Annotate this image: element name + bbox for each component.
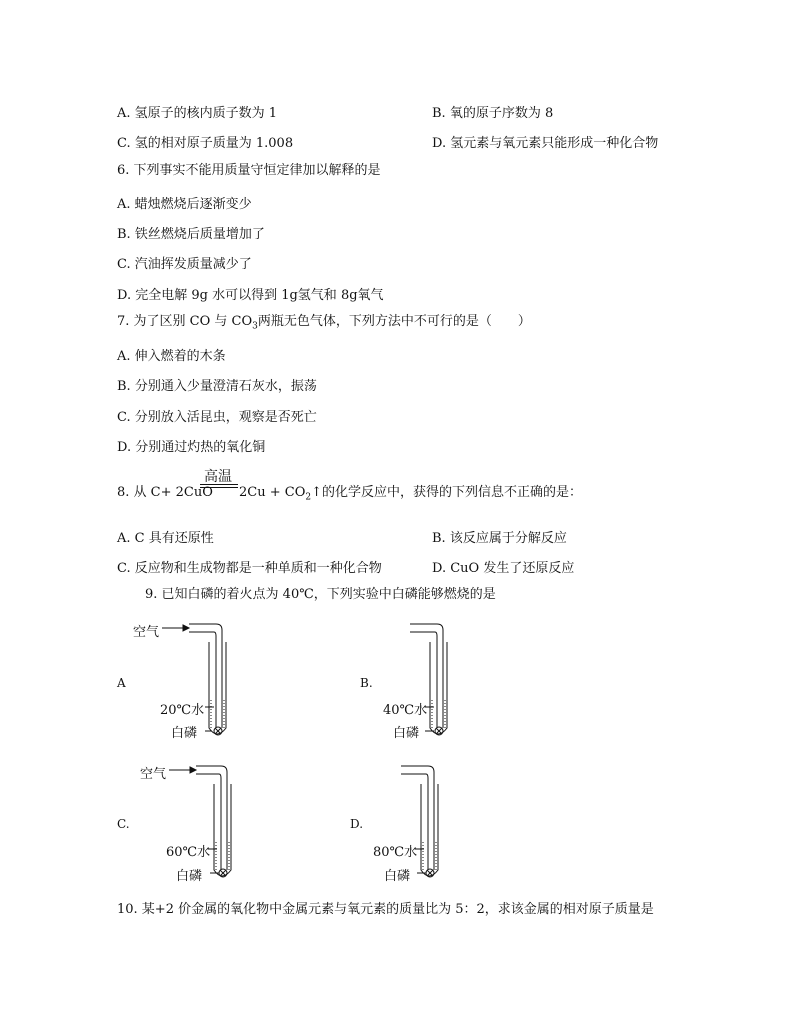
- figure-b-label: B.: [360, 676, 373, 690]
- figure-a-phosphorus-label: 白磷: [171, 726, 198, 741]
- q8-products: 2Cu + CO: [239, 485, 306, 500]
- q8-option-d: D. CuO 发生了还原反应: [432, 561, 575, 576]
- q7-option-c: C. 分别放入活昆虫，观察是否死亡: [117, 410, 317, 425]
- q8-products-subscript: 2: [305, 492, 312, 503]
- figure-c-label: C.: [117, 817, 130, 831]
- figure-d-phosphorus-label: 白磷: [384, 869, 411, 884]
- figure-c-phosphorus-label: 白磷: [176, 869, 203, 884]
- figure-b-water-label: 40℃水: [383, 703, 428, 718]
- q6-stem: 6. 下列事实不能用质量守恒定律加以解释的是: [117, 163, 381, 178]
- q5-option-a: A. 氢原子的核内质子数为 1: [117, 106, 278, 121]
- figure-d-label: D.: [350, 817, 364, 831]
- q7-stem-suffix: 两瓶无色气体，下列方法中不可行的是（ ）: [257, 314, 531, 329]
- q9-stem: 9. 已知白磷的着火点为 40℃，下列实验中白磷能够燃烧的是: [145, 587, 496, 602]
- q5-option-c: C. 氢的相对原子质量为 1.008: [117, 136, 294, 151]
- figure-a-water-label: 20℃水: [160, 703, 205, 718]
- q10-stem: 10. 某+2 价金属的氧化物中金属元素与氧元素的质量比为 5：2，求该金属的相对原子质量是: [117, 902, 654, 917]
- figure-c-water-label: 60℃水: [166, 845, 211, 860]
- figure-a-label: A: [117, 676, 126, 690]
- q7-option-a: A. 伸入燃着的木条: [117, 349, 226, 364]
- q8-option-a: A. C 具有还原性: [117, 531, 214, 546]
- q8-reaction-condition: 高温: [204, 469, 232, 485]
- q8-stem-prefix: 8. 从 C+ 2CuO: [117, 485, 213, 500]
- figure-d-water-label: 80℃水: [373, 845, 418, 860]
- q6-option-a: A. 蜡烛燃烧后逐渐变少: [117, 197, 252, 212]
- q6-option-d: D. 完全电解 9g 水可以得到 1g氢气和 8g氧气: [117, 288, 384, 303]
- q8-option-c: C. 反应物和生成物都是一种单质和一种化合物: [117, 561, 382, 576]
- q7-stem-subscript: 3: [252, 321, 258, 332]
- q7-option-d: D. 分别通过灼热的氧化铜: [117, 440, 266, 455]
- figure-a-air-label: 空气: [133, 625, 160, 640]
- q5-option-d: D. 氢元素与氧元素只能形成一种化合物: [432, 136, 659, 151]
- figure-c-air-label: 空气: [140, 767, 167, 782]
- q6-option-c: C. 汽油挥发质量减少了: [117, 257, 252, 272]
- q8-option-b: B. 该反应属于分解反应: [432, 531, 567, 546]
- q6-option-b: B. 铁丝燃烧后质量增加了: [117, 227, 265, 242]
- q7-stem-prefix: 7. 为了区别 CO 与 CO: [117, 314, 253, 329]
- q5-option-b: B. 氧的原子序数为 8: [432, 106, 554, 121]
- q8-stem-suffix: ↑的化学反应中，获得的下列信息不正确的是：: [311, 485, 582, 500]
- q7-option-b: B. 分别通入少量澄清石灰水，振荡: [117, 379, 317, 394]
- figure-b-phosphorus-label: 白磷: [393, 726, 420, 741]
